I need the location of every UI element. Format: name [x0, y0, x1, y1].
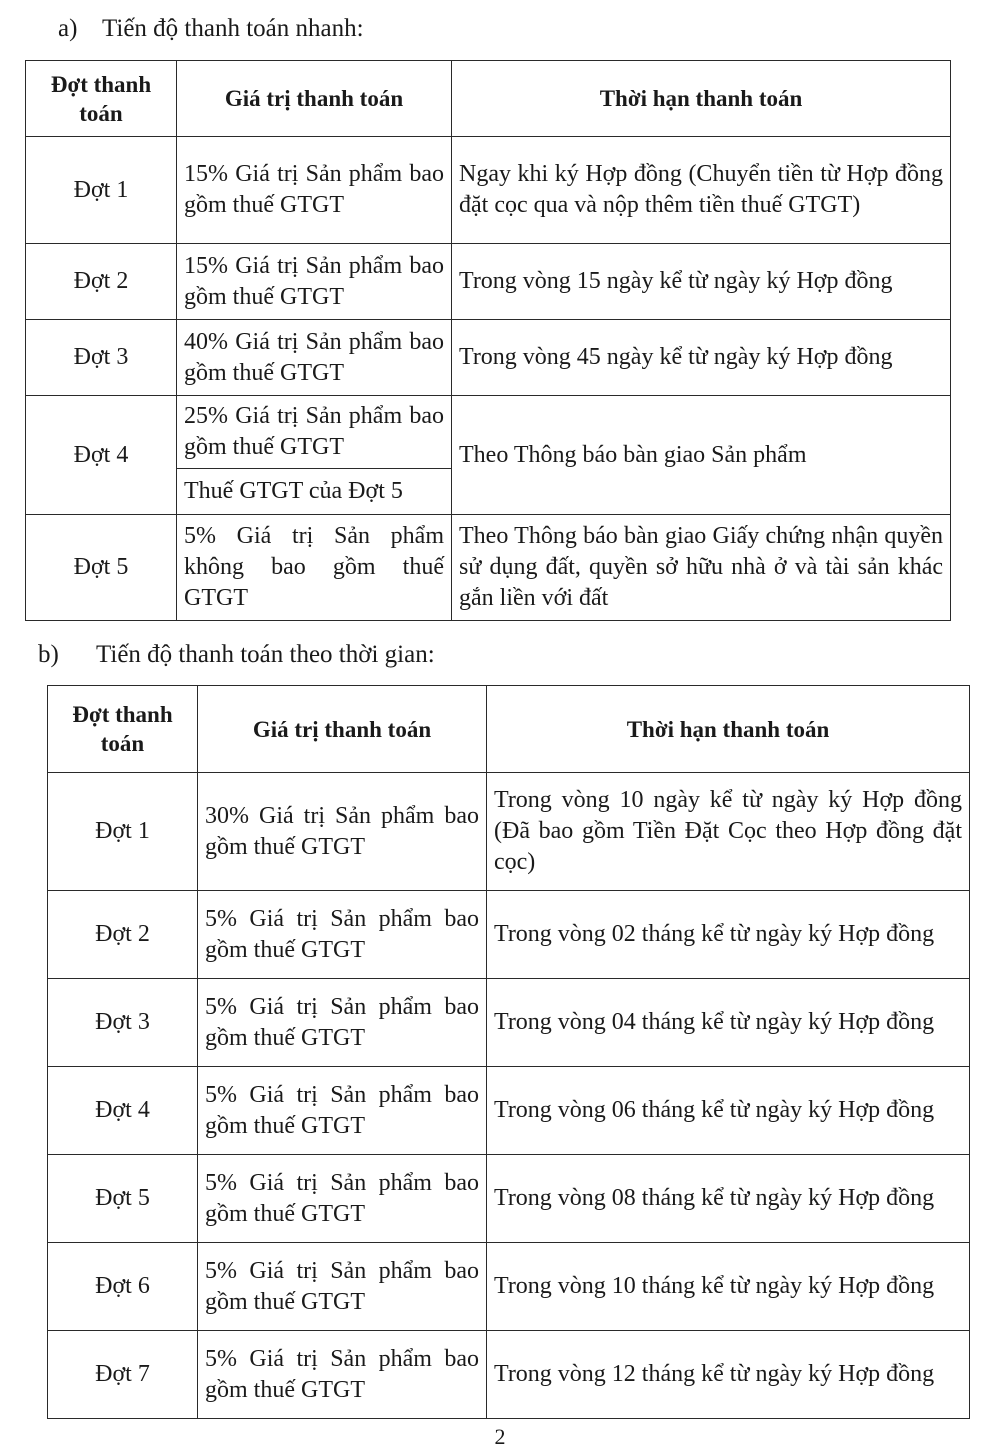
table-row	[48, 979, 970, 1067]
value-cell: 15% Giá trị Sản phẩm bao gồm thuế GTGT	[177, 244, 452, 320]
table-row	[26, 137, 951, 244]
value-cell: 5% Giá trị Sản phẩm bao gồm thuế GTGT	[198, 1067, 487, 1155]
deadline-cell: Trong vòng 02 tháng kể từ ngày ký Hợp đồng	[487, 891, 970, 979]
fast-payment-table	[25, 60, 951, 621]
deadline-cell: Trong vòng 04 tháng kể từ ngày ký Hợp đồng	[487, 979, 970, 1067]
batch-cell: Đợt 6	[48, 1243, 198, 1331]
batch-cell: Đợt 4	[48, 1067, 198, 1155]
header-value: Giá trị thanh toán	[198, 686, 487, 773]
section-b-title: Tiến độ thanh toán theo thời gian:	[96, 641, 435, 668]
deadline-cell: Trong vòng 10 tháng kể từ ngày ký Hợp đồng	[487, 1243, 970, 1331]
table-row	[48, 773, 970, 891]
value-cell: 5% Giá trị Sản phẩm bao gồm thuế GTGT	[198, 1155, 487, 1243]
table-row	[26, 515, 951, 621]
deadline-cell: Trong vòng 15 ngày kể từ ngày ký Hợp đồng	[452, 244, 951, 320]
section-a-marker: a)	[58, 15, 78, 42]
deadline-cell: Trong vòng 10 ngày kể từ ngày ký Hợp đồng (Đã bao gồm Tiền Đặt Cọc theo Hợp đồng đặt cọc)	[487, 773, 970, 891]
deadline-cell: Theo Thông báo bàn giao Sản phẩm	[452, 396, 951, 515]
page-number: 2	[494, 1424, 506, 1449]
batch-cell: Đợt 1	[26, 137, 177, 244]
value-cell: 30% Giá trị Sản phẩm bao gồm thuế GTGT	[198, 773, 487, 891]
table-header-row	[48, 686, 970, 773]
deadline-cell: Ngay khi ký Hợp đồng (Chuyển tiền từ Hợp đồng đặt cọc qua và nộp thêm tiền thuế GTGT)	[452, 137, 951, 244]
value-cell: 25% Giá trị Sản phẩm bao gồm thuế GTGT	[177, 396, 452, 469]
batch-cell: Đợt 3	[48, 979, 198, 1067]
batch-cell: Đợt 2	[48, 891, 198, 979]
timed-payment-table	[47, 685, 970, 1419]
batch-cell: Đợt 3	[26, 320, 177, 396]
batch-cell: Đợt 4	[26, 396, 177, 515]
deadline-cell: Trong vòng 06 tháng kể từ ngày ký Hợp đồng	[487, 1067, 970, 1155]
section-a-title: Tiến độ thanh toán nhanh:	[102, 15, 364, 42]
header-value: Giá trị thanh toán	[177, 61, 452, 137]
header-deadline: Thời hạn thanh toán	[452, 61, 951, 137]
section-a-heading	[58, 14, 364, 44]
table-row	[26, 396, 951, 469]
section-b-heading	[38, 640, 435, 670]
deadline-cell: Theo Thông báo bàn giao Giấy chứng nhận quyền sử dụng đất, quyền sở hữu nhà ở và tài sản khác gắn liền với đất	[452, 515, 951, 621]
batch-cell: Đợt 5	[48, 1155, 198, 1243]
batch-cell: Đợt 2	[26, 244, 177, 320]
value-cell: 5% Giá trị Sản phẩm bao gồm thuế GTGT	[198, 979, 487, 1067]
table-row	[48, 1243, 970, 1331]
batch-cell: Đợt 7	[48, 1331, 198, 1419]
value-cell: 40% Giá trị Sản phẩm bao gồm thuế GTGT	[177, 320, 452, 396]
value-cell: 5% Giá trị Sản phẩm không bao gồm thuế GTGT	[177, 515, 452, 621]
table-row	[48, 1067, 970, 1155]
value-cell: 5% Giá trị Sản phẩm bao gồm thuế GTGT	[198, 1331, 487, 1419]
header-batch: Đợt thanh toán	[26, 61, 177, 137]
deadline-cell: Trong vòng 12 tháng kể từ ngày ký Hợp đồng	[487, 1331, 970, 1419]
table-row	[48, 1155, 970, 1243]
value-cell: 15% Giá trị Sản phẩm bao gồm thuế GTGT	[177, 137, 452, 244]
section-b-marker: b)	[38, 641, 59, 668]
deadline-cell: Trong vòng 45 ngày kể từ ngày ký Hợp đồng	[452, 320, 951, 396]
table-row	[26, 244, 951, 320]
value-cell: 5% Giá trị Sản phẩm bao gồm thuế GTGT	[198, 1243, 487, 1331]
batch-cell: Đợt 5	[26, 515, 177, 621]
batch-cell: Đợt 1	[48, 773, 198, 891]
table-row	[48, 1331, 970, 1419]
table-header-row	[26, 61, 951, 137]
table-row	[26, 320, 951, 396]
deadline-cell: Trong vòng 08 tháng kể từ ngày ký Hợp đồng	[487, 1155, 970, 1243]
table-row	[48, 891, 970, 979]
value-extra-cell: Thuế GTGT của Đợt 5	[177, 469, 452, 515]
value-cell: 5% Giá trị Sản phẩm bao gồm thuế GTGT	[198, 891, 487, 979]
header-batch: Đợt thanh toán	[48, 686, 198, 773]
header-deadline: Thời hạn thanh toán	[487, 686, 970, 773]
